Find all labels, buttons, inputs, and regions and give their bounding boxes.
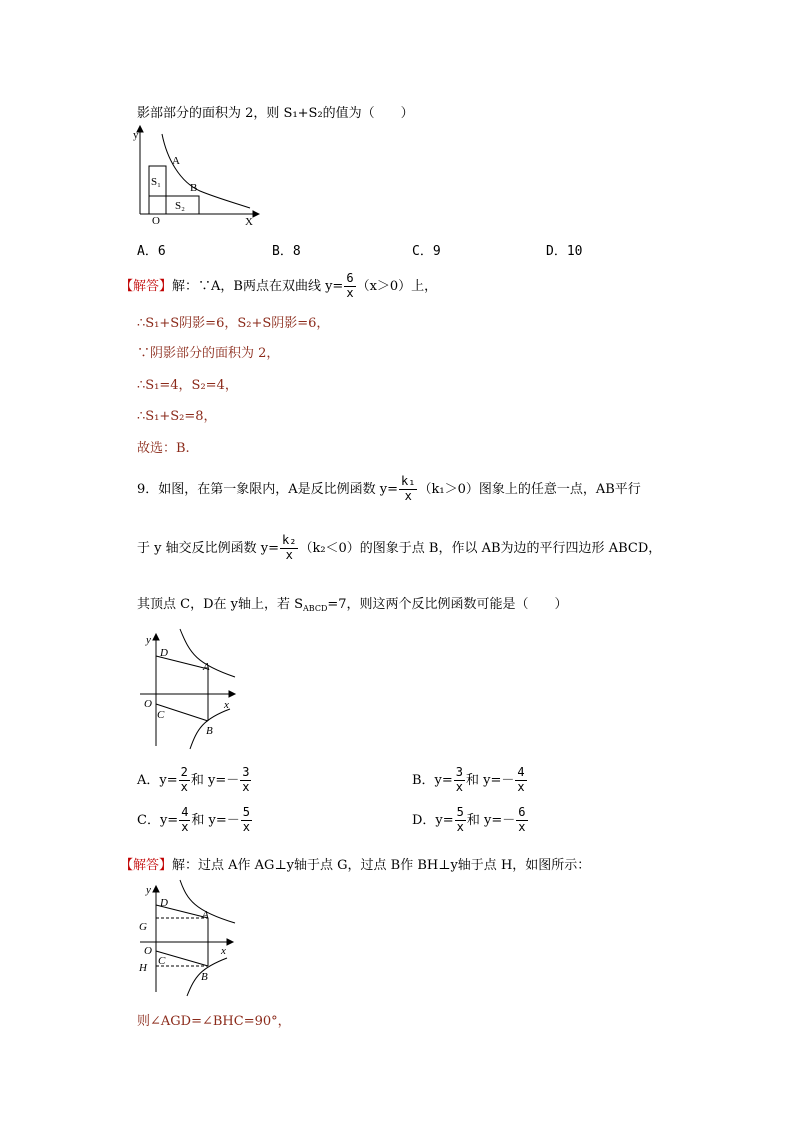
fraction-k1-over-x: $\frac{\text{k₁}}{x}$	[401, 474, 416, 503]
q9-point-d: D	[160, 647, 168, 659]
q9a-point-d: D	[160, 897, 168, 909]
q8-step-1: ∴S₁+S阴影=6，S₂+S阴影=6，	[137, 316, 330, 331]
answer-tag: 【解答】	[120, 278, 173, 294]
q9a-point-a: A	[202, 909, 209, 921]
q9-point-c: C	[157, 709, 165, 721]
q8-origin: O	[152, 215, 160, 227]
q9-option-b: B．y= $\frac{3}{x}$ 和 y=－ $\frac{4}{x}$	[412, 765, 525, 794]
q9a-point-b: B	[201, 971, 208, 983]
fraction-6-over-x: $\frac{6}{x}$	[346, 271, 354, 300]
q9a-y-label: y	[146, 884, 151, 896]
q9-answer-graph	[135, 878, 245, 998]
q9-answer-line	[120, 854, 590, 873]
q8-point-b: B	[190, 182, 198, 194]
q8-option-c: C．9	[412, 244, 441, 259]
q9-stem-line-3: 其顶点 C，D在 y轴上，若 $S_{ABCD}=7$，则这两个反比例函数可能是（ ）	[137, 597, 568, 613]
q8-step-3: ∴S₁=4，S₂=4，	[137, 378, 238, 393]
q9a-point-g: G	[139, 921, 147, 933]
q8-option-a: A．6	[137, 244, 166, 259]
q8-x-label: X	[245, 216, 253, 228]
q9a-point-c: C	[158, 955, 166, 967]
answer-condition: （x＞0）上，	[356, 278, 438, 294]
q9-stem-line-2: 于 y 轴交反比例函数 y= $\frac{\text{k₂}}{x}$ （k₂＜0）的图象于点 B，作以 AB为边的平行四边形 ABCD，	[137, 533, 662, 562]
q9a-point-h: H	[139, 962, 147, 974]
q8-s1: S₁	[151, 176, 161, 188]
q8-s2: S₂	[175, 200, 185, 212]
q9-point-b: B	[206, 725, 213, 737]
q9-option-c: C．y= $\frac{4}{x}$ 和 y=－ $\frac{5}{x}$	[137, 805, 251, 834]
q9-option-d: D．y= $\frac{5}{x}$ 和 y=－ $\frac{6}{x}$	[412, 805, 526, 834]
q8-step-4: ∴S₁+S₂=8，	[137, 409, 217, 424]
q8-stem: 影部部分的面积为 2，则 S₁+S₂的值为（ ）	[137, 106, 414, 121]
q8-step-5: 故选：B.	[137, 441, 190, 456]
q9-origin: O	[144, 698, 152, 710]
q9-x-label: x	[224, 699, 229, 711]
q8-point-a: A	[172, 155, 180, 167]
q9-graph	[135, 624, 245, 754]
q9-y-label: y	[146, 634, 151, 646]
q8-answer-line	[120, 272, 437, 301]
q8-option-b: B．8	[272, 244, 301, 259]
answer-tag: 【解答】	[120, 858, 173, 873]
q9-answer-conclusion: 则∠AGD=∠BHC=90°，	[137, 1014, 291, 1029]
answer-text: 解：过点 A作 AG⊥y轴于点 G，过点 B作 BH⊥y轴于点 H，如图所示：	[172, 858, 591, 873]
answer-lead: 解：∵A，B两点在双曲线 y=	[172, 278, 344, 294]
q9a-x-label: x	[221, 945, 226, 957]
q9-stem-line-1: 9．如图，在第一象限内，A是反比例函数 y= $\frac{\text{k₁}}{x}$ （k₁＞0）图象上的任意一点，AB平行	[137, 474, 641, 503]
q8-graph	[125, 124, 260, 228]
q8-option-d: D．10	[546, 244, 583, 259]
q8-step-2: ∵阴影部分的面积为 2，	[137, 346, 280, 361]
q8-y-label: y	[133, 129, 139, 141]
q9-point-a: A	[203, 661, 210, 673]
q9a-origin: O	[144, 945, 152, 957]
fraction-k2-over-x: $\frac{\text{k₂}}{x}$	[281, 533, 297, 562]
q9-option-a: A．y= $\frac{2}{x}$ 和 y=－ $\frac{3}{x}$	[137, 765, 250, 794]
